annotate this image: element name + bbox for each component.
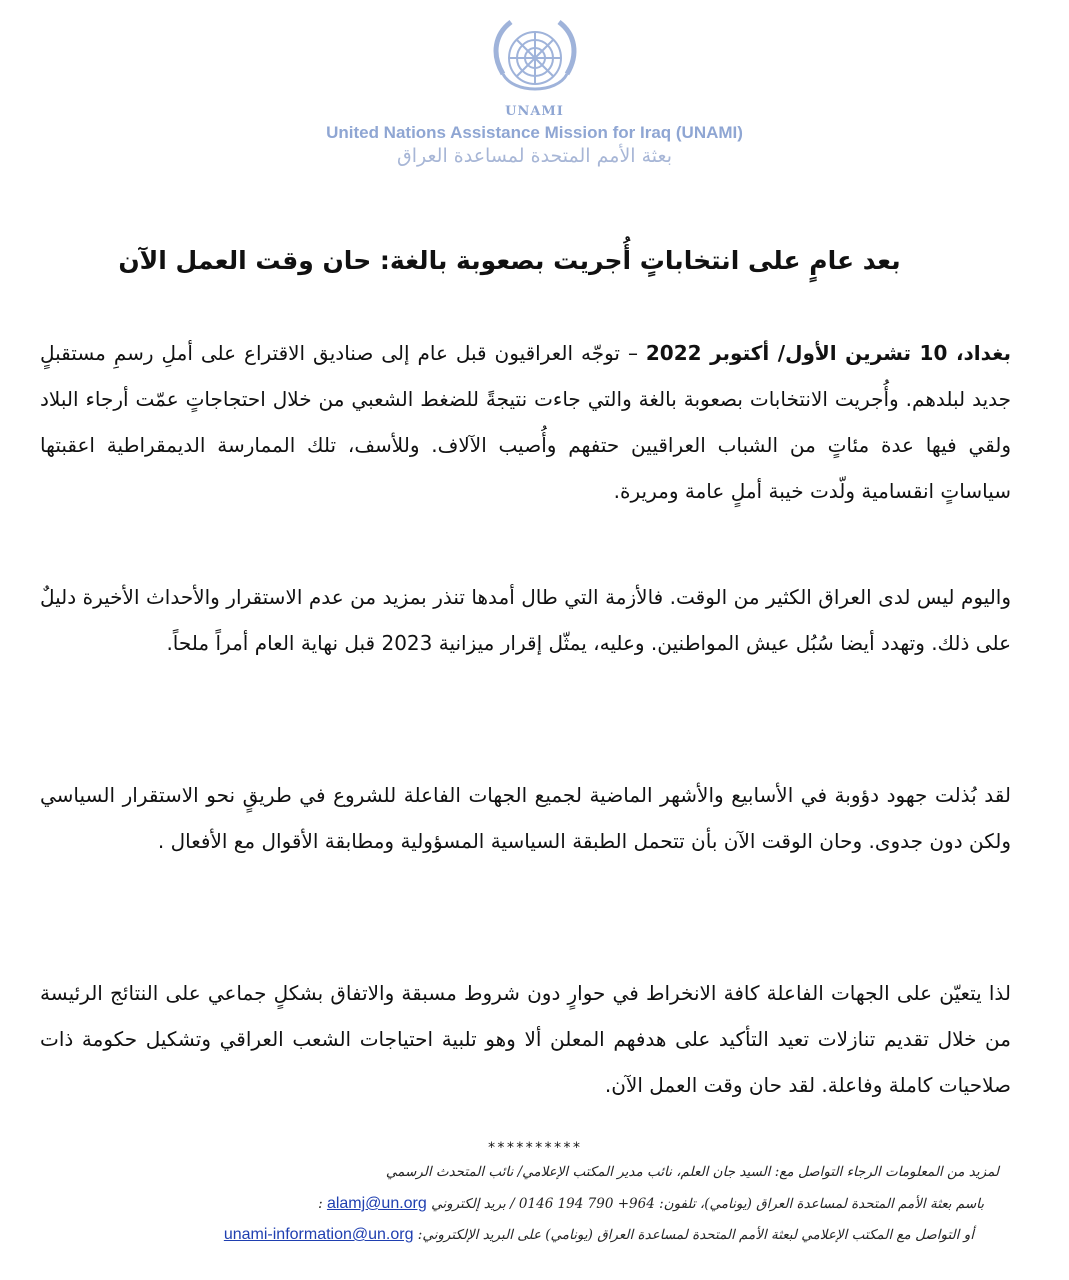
org-name-english: United Nations Assistance Mission for Iraq (UNAMI) [326,123,743,142]
paragraph-3: لقد بُذلت جهود دؤوبة في الأسابيع والأشهر الماضية لجميع الجهات الفاعلة للشروع في طريقٍ نحو الاستقرار السياسي ولكن دون جدوى. وحان الوقت الآن بأن تتحمل الطبقة السياسية المسؤولية ومطابقة الأقوال مع الأفعال . [40,783,1011,853]
contact-line-2-text: باسم بعثة الأمم المتحدة لمساعدة العراق (يونامي)، تلفون: 964+ 790 194 0146 / بريد إلكتروني [431,1196,984,1212]
contact-line-3 [40,1223,974,1247]
contact-line-1: لمزيد من المعلومات الرجاء التواصل مع: السيد جان العلم، نائب مدير المكتب الإعلامي/ نائب المتحدث الرسمي [385,1164,999,1180]
paragraph-1-text: – توجّه العراقيون قبل عام إلى صناديق الاقتراع على أملِ رسمِ مستقبلٍ جديد لبلدهم. وأُجريت الانتخابات بصعوبة بالغة والتي جاءت نتيجةً للضغط الشعبي من خلال احتجاجاتٍ عمّت أرجاء البلاد ولقي فيها عدة مئاتٍ من الشباب العراقيين حتفهم وأُصيب الآلاف. وللأسف، تلك الممارسة الديمقراطية اعقبتها سياساتٍ انقسامية ولّدت خيبة أملٍ عامة ومريرة. [40,341,1011,503]
email-link-alamj[interactable]: alamj@un.org [326,1195,427,1212]
separator: ********** [487,1140,582,1156]
contact-line-3-text: أو التواصل مع المكتب الإعلامي لبعثة الأمم المتحدة لمساعدة العراق (يونامي) على البريد الإلكتروني: [413,1227,974,1243]
email-link-unami-information[interactable]: unami-information@un.org [223,1226,414,1243]
paragraph-1 [40,330,1011,514]
letterhead [0,14,1069,167]
contact-line-2-suffix: : [318,1196,327,1212]
document-title: بعد عامٍ على انتخاباتٍ أُجريت بصعوبة بالغة: حان وقت العمل الآن [118,246,901,275]
contact-line-2 [40,1192,984,1216]
paragraph-2: واليوم ليس لدى العراق الكثير من الوقت. فالأزمة التي طال أمدها تنذر بمزيد من عدم الاستقرار والأحداث الأخيرة دليلٌ على ذلك. وتهدد أيضا سُبُل عيش المواطنين. وعليه، يمثّل إقرار ميزانية 2023 قبل نهاية العام أمراً ملحاً. [40,585,1011,655]
dateline: بغداد، 10 تشرين الأول/ أكتوبر 2022 [645,341,1012,365]
un-emblem-icon [483,14,587,106]
org-short-name: UNAMI [505,104,564,119]
org-name-arabic: بعثة الأمم المتحدة لمساعدة العراق [397,145,672,167]
paragraph-4: لذا يتعيّن على الجهات الفاعلة كافة الانخراط في حوارٍ دون شروط مسبقة والاتفاق بشكلٍ جماعي على النتائج الرئيسة من خلال تقديم تنازلات تعيد التأكيد على هدفهم المعلن ألا وهو تلبية احتياجات الشعب العراقي وتشكيل حكومة ذات صلاحيات كاملة وفاعلة. لقد حان وقت العمل الآن. [40,981,1011,1097]
